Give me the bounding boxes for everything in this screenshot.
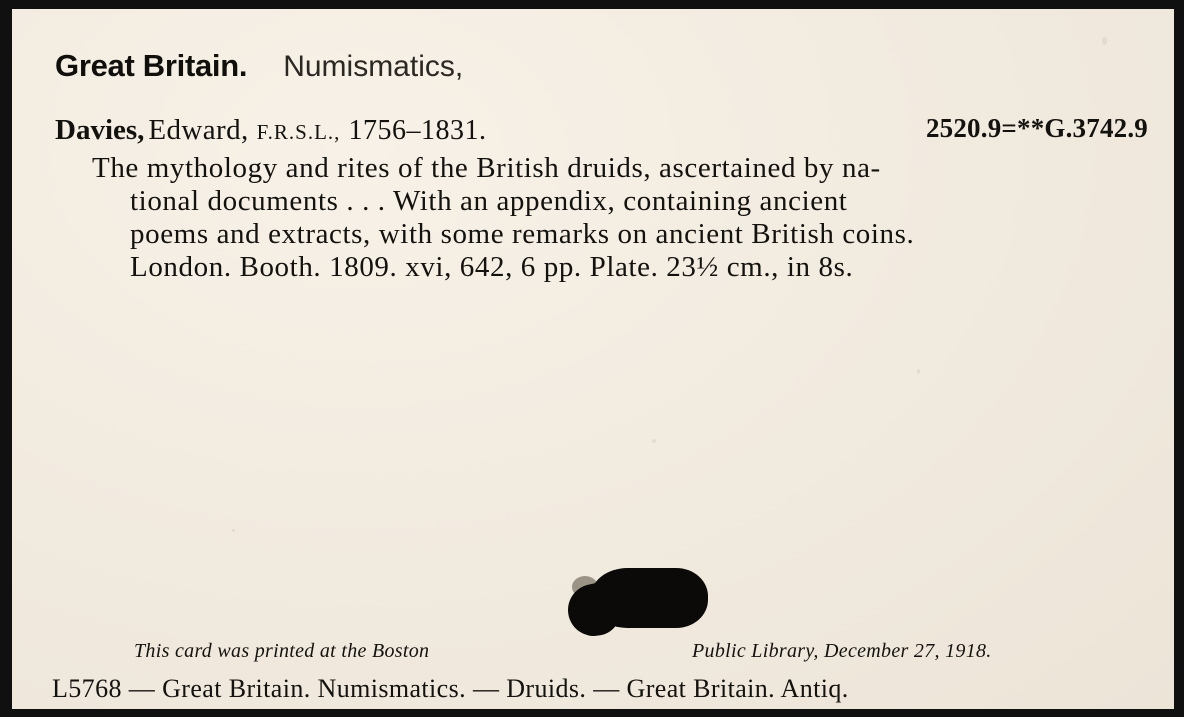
title-line: tional documents . . . With an appendix, containing ancient: [130, 185, 848, 217]
scan-border-right: [1174, 0, 1184, 717]
author-qualifier: F.R.S.L.,: [256, 120, 341, 144]
author-forename: Edward,: [148, 114, 249, 146]
scan-border-left: [0, 0, 12, 717]
title-statement: [92, 152, 1147, 284]
printing-note-right: Public Library, December 27, 1918.: [692, 640, 992, 662]
title-line: The mythology and rites of the British druids, ascertained by na-: [92, 152, 881, 184]
scan-border-top: [0, 0, 1184, 9]
imprint-line: London. Booth. 1809. xvi, 642, 6 pp. Plate. 23½ cm., in 8s.: [130, 251, 854, 283]
printing-note: [0, 640, 1184, 668]
author-dates: 1756–1831.: [348, 115, 487, 146]
card-heading: [55, 48, 463, 84]
heading-subject: Great Britain.: [55, 48, 248, 83]
scan-border-bottom: [0, 709, 1184, 717]
printing-note-left: This card was printed at the Boston: [134, 640, 430, 662]
author-surname: Davies,: [55, 114, 145, 146]
tracing-line: L5768 — Great Britain. Numismatics. — Druids. — Great Britain. Antiq.: [52, 674, 849, 703]
call-number: 2520.9=**G.3742.9: [925, 113, 1148, 143]
ink-blot: [566, 566, 708, 638]
ink-blot-body: [590, 568, 708, 628]
heading-topic: Numismatics,: [283, 50, 464, 83]
title-line: poems and extracts, with some remarks on ancient British coins.: [130, 218, 915, 250]
